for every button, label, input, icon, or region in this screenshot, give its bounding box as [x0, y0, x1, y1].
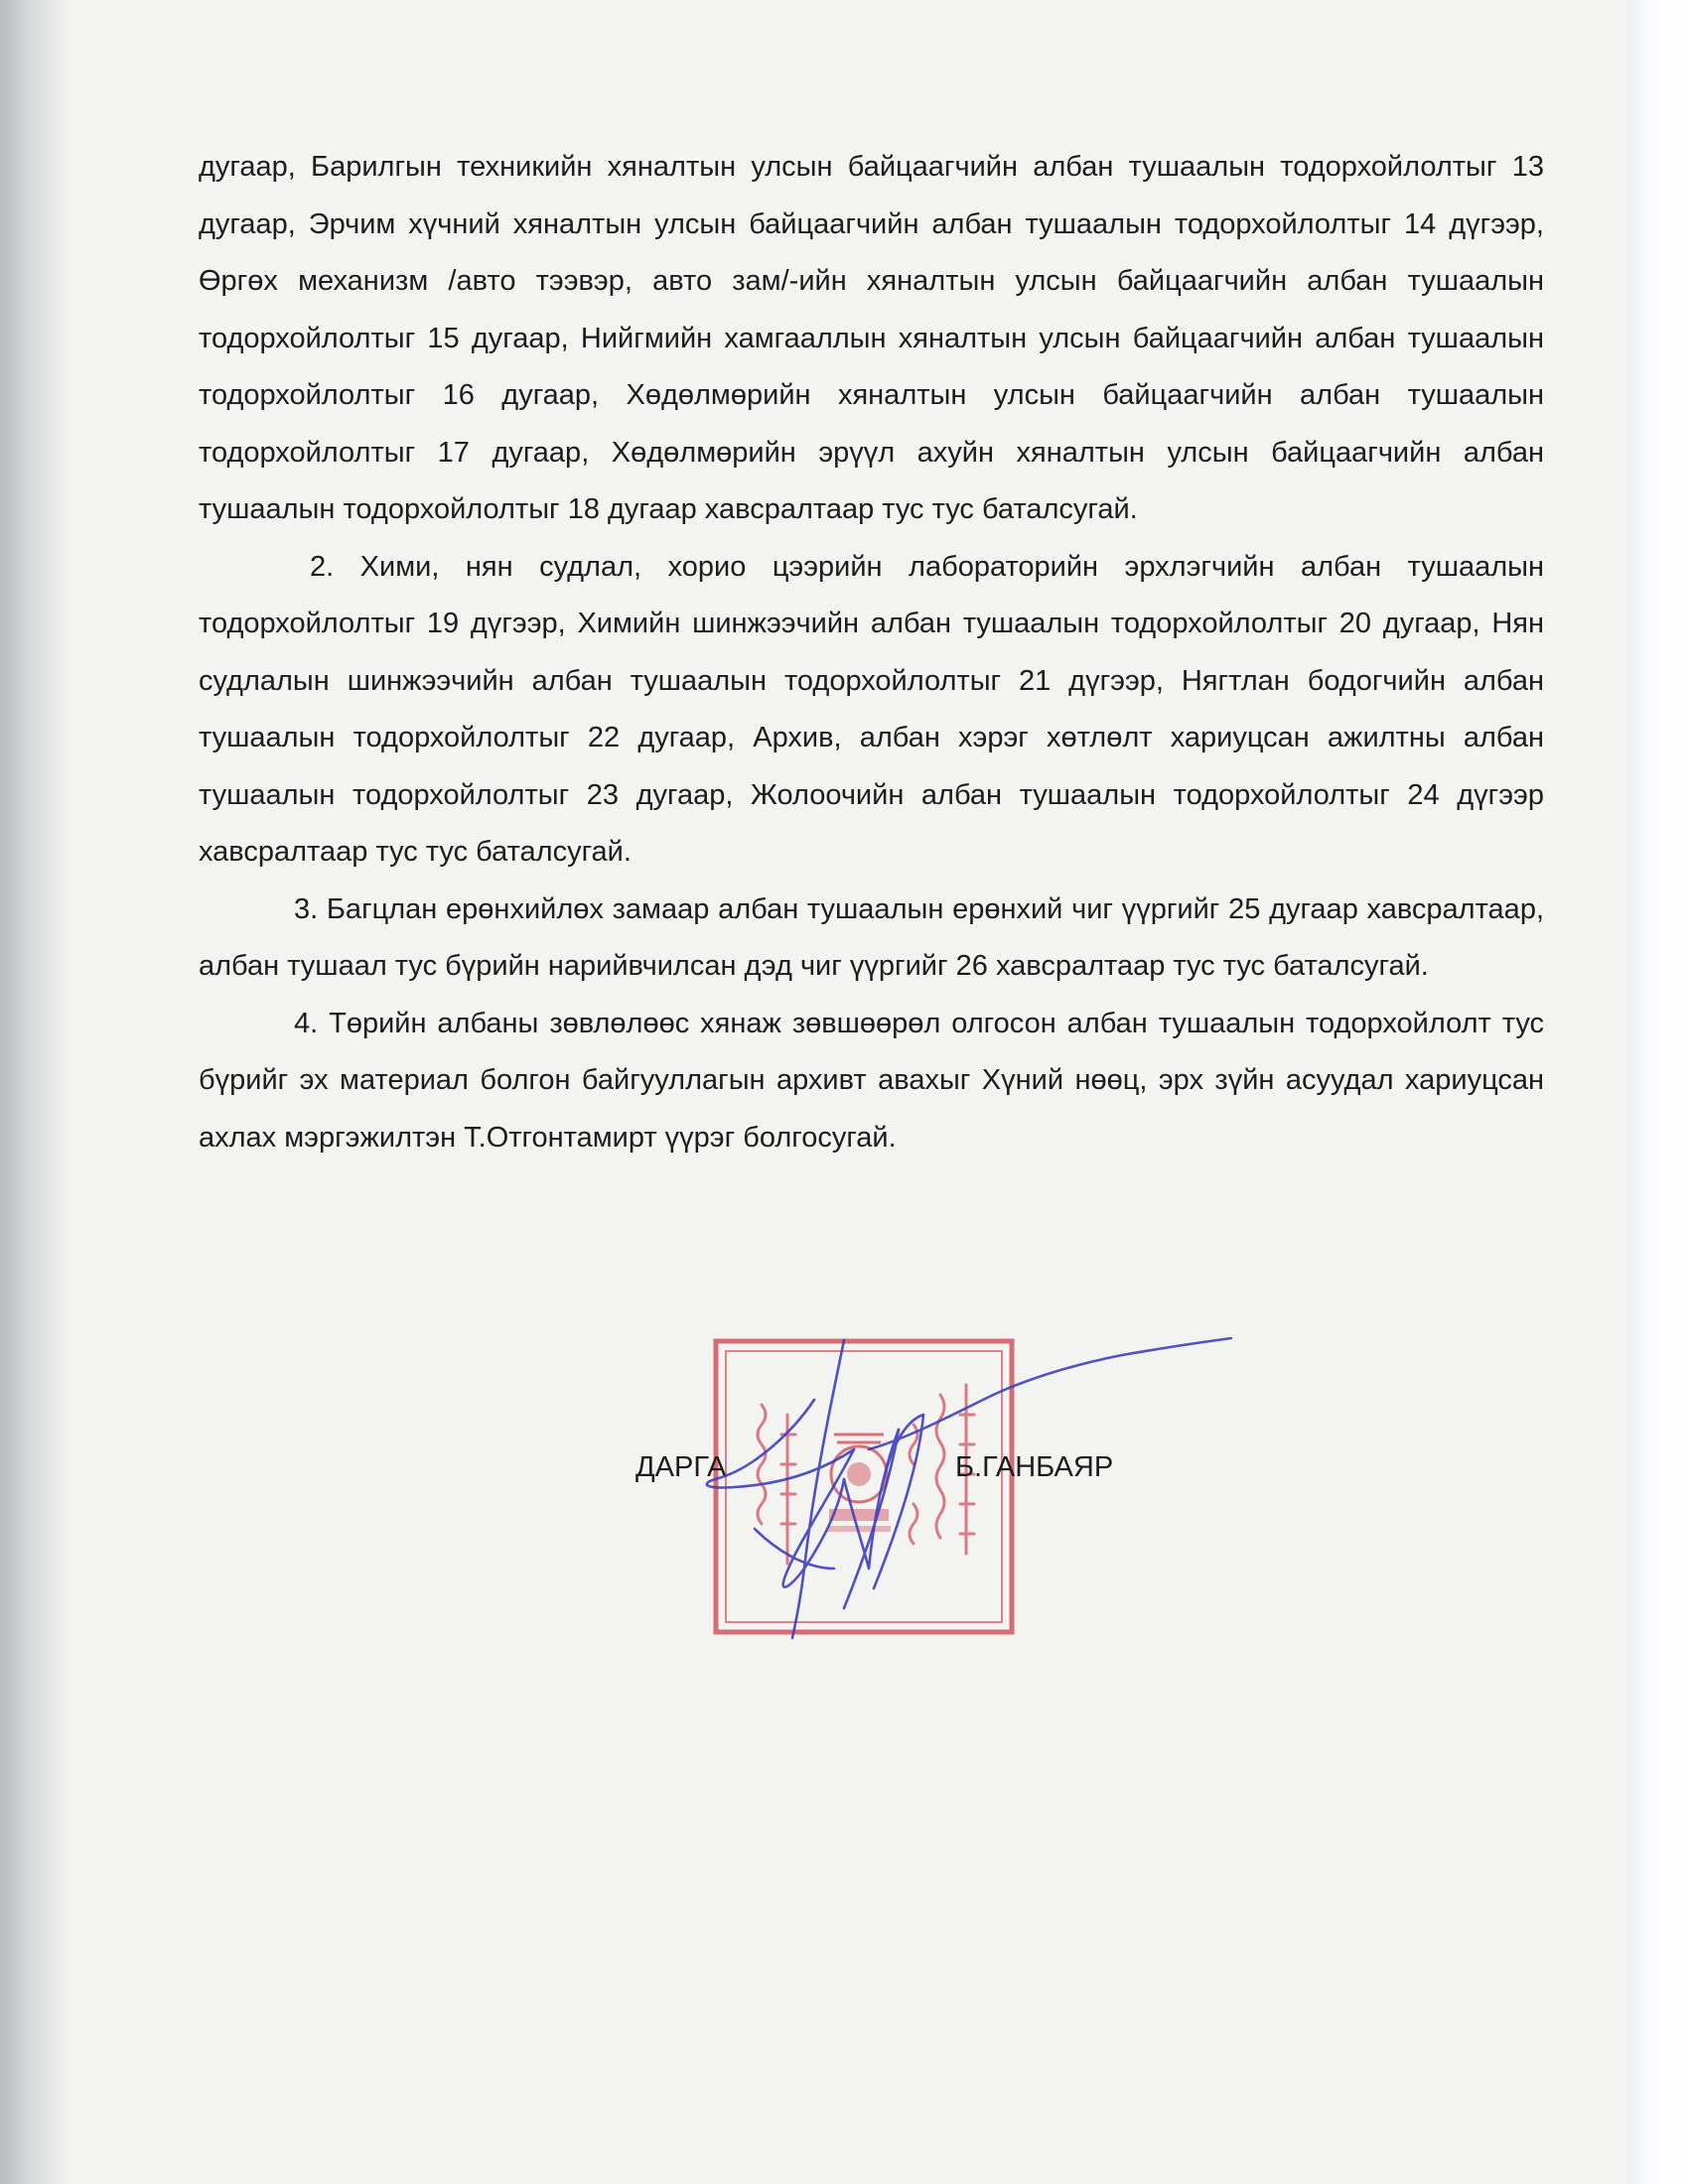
paragraph-2: 2. Хими, нян судлал, хорио цээрийн лабораторийн эрхлэгчийн албан тушаалын тодорхойлолтыг 19 дүгээр, Химийн шинжээчийн албан тушаалын тодорхойлолтыг 20 дугаар, Нян судлалын шинжээчийн албан тушаалын тодорхойлолтыг 21 дүгээр, Нягтлан бодогчийн албан тушаалын тодорхойлолтыг 22 дугаар, Архив, албан хэрэг хөтлөлт хариуцсан ажилтны албан тушаалын тодорхойлолтыг 23 дугаар, Жолоочийн албан тушаалын тодорхойлолтыг 24 дүгээр хавсралтаар тус тус баталсугай.: [199, 550, 1544, 868]
scan-left-shadow: [0, 0, 70, 2184]
paragraph-3: 3. Багцлан ерөнхийлөх замаар албан тушаалын ерөнхий чиг үүргийг 25 дугаар хавсралтаар, албан тушаал тус бүрийн нарийвчилсан дэд чиг үүргийг 26 хавсралтаар тус тус баталсугай.: [199, 892, 1544, 982]
signatory-name: Б.ГАНБАЯР: [955, 1451, 1114, 1483]
document-page: [199, 139, 1544, 1166]
handwritten-signature: [695, 1320, 1251, 1648]
signatory-title: ДАРГА: [635, 1451, 727, 1483]
paragraph-4: 4. Төрийн албаны зөвлөлөөс хянаж зөвшөөрөл олгосон албан тушаалын тодорхойлолт тус бүрийг эх материал болгон байгууллагын архивт авахыг Хүний нөөц, эрх зүйн асуудал хариуцсан ахлах мэргэжилтэн Т.Отгонтамирт үүрэг болгосугай.: [199, 1007, 1544, 1154]
scan-right-edge: [1626, 0, 1688, 2184]
paragraph-1: дугаар, Барилгын техникийн хяналтын улсын байцаагчийн албан тушаалын тодорхойлолтыг 13 дугаар, Эрчим хүчний хяналтын улсын байцаагчийн албан тушаалын тодорхойлолтыг 14 дүгээр, Өргөх механизм /авто тээвэр, авто зам/-ийн хяналтын улсын байцаагчийн албан тушаалын тодорхойлолтыг 15 дугаар, Нийгмийн хамгааллын хяналтын улсын байцаагчийн албан тушаалын тодорхойлолтыг 16 дугаар, Хөдөлмөрийн хяналтын улсын байцаагчийн албан тушаалын тодорхойлолтыг 17 дугаар, Хөдөлмөрийн эрүүл ахуйн хяналтын улсын байцаагчийн албан тушаалын тодорхойлолтыг 18 дугаар хавсралтаар тус тус баталсугай.: [199, 151, 1544, 525]
